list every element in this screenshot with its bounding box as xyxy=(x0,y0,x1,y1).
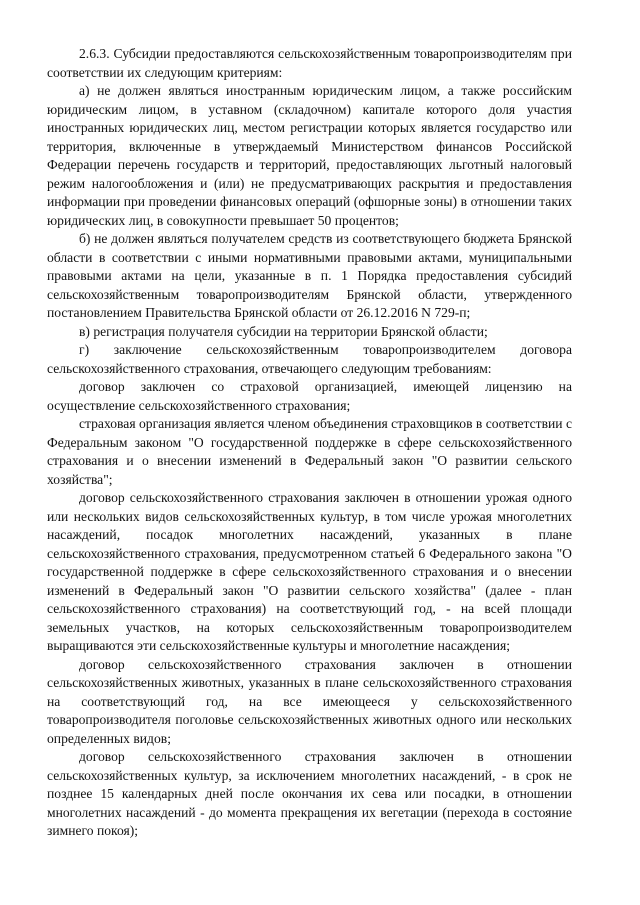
section-2-6-3: 2.6.3. Субсидии предоставляются сельскохозяйственным товаропроизводителям при соответствии их следующим критериям: xyxy=(47,46,572,80)
criterion-a: а) не должен являться иностранным юридическим лицом, а также российским юридическим лицом, в уставном (складочном) капитале которого доля участия иностранных юридических лиц, местом регистрации которых является государство или территория, включенные в утверждаемый Министерством финансов Российской Федерации перечень государств и территорий, предоставляющих льготный налоговый режим налогообложения и (или) не предусматривающих раскрытия и предоставления информации при проведении финансовых операций (офшорные зоны) в отношении таких юридических лиц, в совокупности превышает 50 процентов; xyxy=(47,83,572,228)
criterion-v: в) регистрация получателя субсидии на территории Брянской области; xyxy=(79,323,488,339)
requirement-association-member: страховая организация является членом объединения страховщиков в соответствии с Федеральным законом "О государственной поддержке в сфере сельскохозяйственного страхования и о внесении изменений в Федеральный закон "О развитии сельского хозяйства"; xyxy=(47,416,572,487)
criterion-b: б) не должен являться получателем средств из соответствующего бюджета Брянской области в соответствии с иными нормативными правовыми актами, муниципальными правовыми актами на цели, указанные в п. 1 Порядка предоставления субсидий сельскохозяйственным товаропроизводителям Брянской области, утвержденного постановлением Правительства Брянской области от 26.12.2016 N 729-п; xyxy=(47,231,572,320)
requirement-crops-area: договор сельскохозяйственного страхования заключен в отношении урожая одного или нескольких видов сельскохозяйственных культур, в том числе урожая многолетних насаждений, посадок многолетних насаждений, указанных в плане сельскохозяйственного страхования, предусмотренном статьей 6 Федерального закона "О государственной поддержке в сфере сельскохозяйственного страхования и о внесении изменений в Федеральный закон "О развитии сельского хозяйства" (далее - план сельскохозяйственного страхования) на соответствующий год, - на всей площади земельных участков, на которых сельскохозяйственным товаропроизводителем выращиваются эти сельскохозяйственные культуры и многолетние насаждения; xyxy=(47,490,572,653)
requirement-deadline: договор сельскохозяйственного страхования заключен в отношении сельскохозяйственных культур, за исключением многолетних насаждений, - в срок не позднее 15 календарных дней после окончания их сева или посадки, в отношении многолетних насаждений - до момента прекращения их вегетации (перехода в состояние зимнего покоя); xyxy=(47,749,572,838)
requirement-license: договор заключен со страховой организацией, имеющей лицензию на осуществление сельскохозяйственного страхования; xyxy=(47,379,572,413)
criterion-g: г) заключение сельскохозяйственным товаропроизводителем договора сельскохозяйственного страхования, отвечающего следующим требованиям: xyxy=(47,342,572,376)
document-body xyxy=(47,45,572,841)
requirement-livestock: договор сельскохозяйственного страхования заключен в отношении сельскохозяйственных животных, указанных в плане сельскохозяйственного страхования на соответствующий год, на все имеющееся у сельскохозяйственного товаропроизводителя поголовье сельскохозяйственных животных одного или нескольких определенных видов; xyxy=(47,656,572,746)
